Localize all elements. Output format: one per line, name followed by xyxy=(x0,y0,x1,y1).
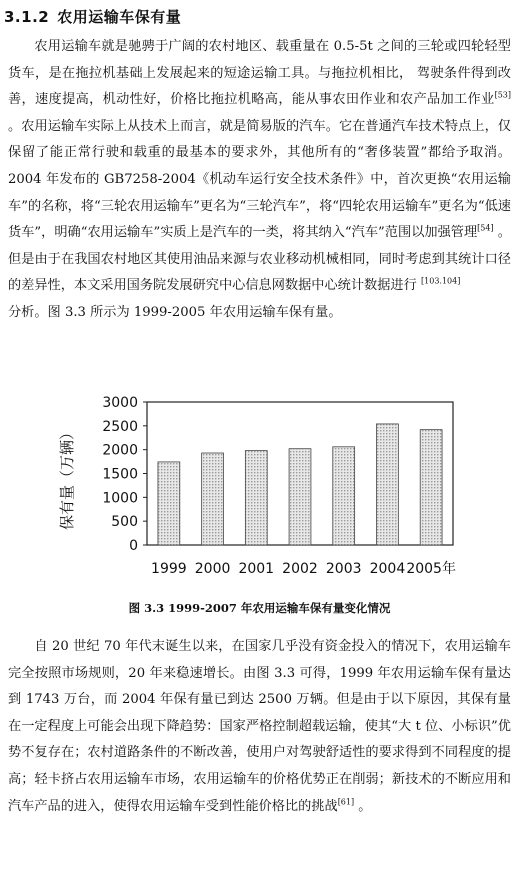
bar xyxy=(377,424,399,545)
paragraph-analysis xyxy=(8,634,511,820)
y-tick-label: 500 xyxy=(111,514,138,531)
bar xyxy=(245,451,267,545)
section-heading xyxy=(4,6,181,27)
x-tick-label: 1999 xyxy=(151,561,187,577)
y-tick-label: 0 xyxy=(129,538,138,554)
section-number: 3.1.2 xyxy=(4,8,50,26)
section-title: 农用运输车保有量 xyxy=(57,8,182,26)
citation: [53] xyxy=(494,90,511,100)
bar xyxy=(289,449,311,545)
citation: [103.104] xyxy=(421,276,461,286)
citation: [61] xyxy=(337,797,355,807)
paragraph-text: 农用运输车就是驰骋于广阔的农村地区、载重量在 0.5-5t 之间的三轮或四轮轻型货车，是在拖拉机基础上发展起来的短途运输工具。与拖拉机相比， 驾驶条件得到改善，速度提高，机动性好，价格比拖拉机略高，能从事农田作业和农产品加工作业 xyxy=(8,39,511,108)
y-tick-label: 3000 xyxy=(102,395,138,411)
y-tick-label: 2500 xyxy=(102,418,138,435)
paragraph-text: 。 xyxy=(354,798,372,814)
x-tick-label: 2003 xyxy=(325,561,362,577)
y-tick-label: 1000 xyxy=(102,490,138,507)
y-tick-label: 2000 xyxy=(102,442,138,459)
bar xyxy=(420,430,442,545)
figure-caption: 图 3.3 1999-2007 年农用运输车保有量变化情况 xyxy=(128,601,391,615)
y-tick-label: 1500 xyxy=(102,466,138,483)
paragraph-text: 自 20 世纪 70 年代末诞生以来，在国家几乎没有资金投入的情况下，农用运输车完全按照市场规则，20 年来稳速增长。由图 3.3 可得，1999 年农用运输车保有量达到 1743 万台，而 2004 年保有量已到达 2500 万辆。但是由于以下原因，其保有量在一定程度上可能会出现下降趋势：国家严格控制超载运输，使其“大 t 位、小标识”优势不复存在；农村道路条件的不断改善，使用户对驾驶舒适性的要求得到不同程度的提高；轻卡挤占农用运输车市场，农用运输车的价格优势正在削弱；新技术的不断应用和汽车产品的进入，使得农用运输车受到性能价格比的挑战 xyxy=(8,639,511,814)
x-tick-label: 2004 xyxy=(369,561,406,577)
x-tick-label: 2000 xyxy=(194,561,231,577)
bar xyxy=(202,453,224,545)
paragraph-intro xyxy=(8,34,511,327)
bar xyxy=(333,447,355,545)
citation: [54] xyxy=(477,223,494,233)
bar xyxy=(158,462,180,545)
paragraph-text: 分析。图 3.3 所示为 1999-2005 年农用运输车保有量。 xyxy=(8,304,342,320)
bar-chart xyxy=(50,388,470,588)
x-tick-label: 2002 xyxy=(282,561,318,577)
paragraph-text: 。但是由于在我国农村地区其使用油品来源与农业移动机械相同，同时考虑到其统计口径的差异性，本文采用国务院发展研究中心信息网数据中心统计数据进行 xyxy=(8,225,511,294)
x-tick-label: 2005年 xyxy=(406,561,456,577)
x-tick-label: 2001 xyxy=(238,561,275,577)
paragraph-text: 。农用运输车实际上从技术上而言，就是简易版的汽车。它在普通汽车技术特点上，仅保留了能正常行驶和载重的最基本的要求外，其他所有的“奢侈装置”都给予取消。2004 年发布的 GB7258-2004《机动车运行安全技术条件》中，首次更换“农用运输车”的名称，将“三轮农用运输车”更名为“三轮汽车”，将“四轮农用运输车”更名为“低速货车”，明确“农用运输车”实质上是汽车的一类，将其纳入“汽车”范围以加强管理 xyxy=(8,118,511,241)
y-axis-label: 保有量（万辆） xyxy=(58,424,76,531)
